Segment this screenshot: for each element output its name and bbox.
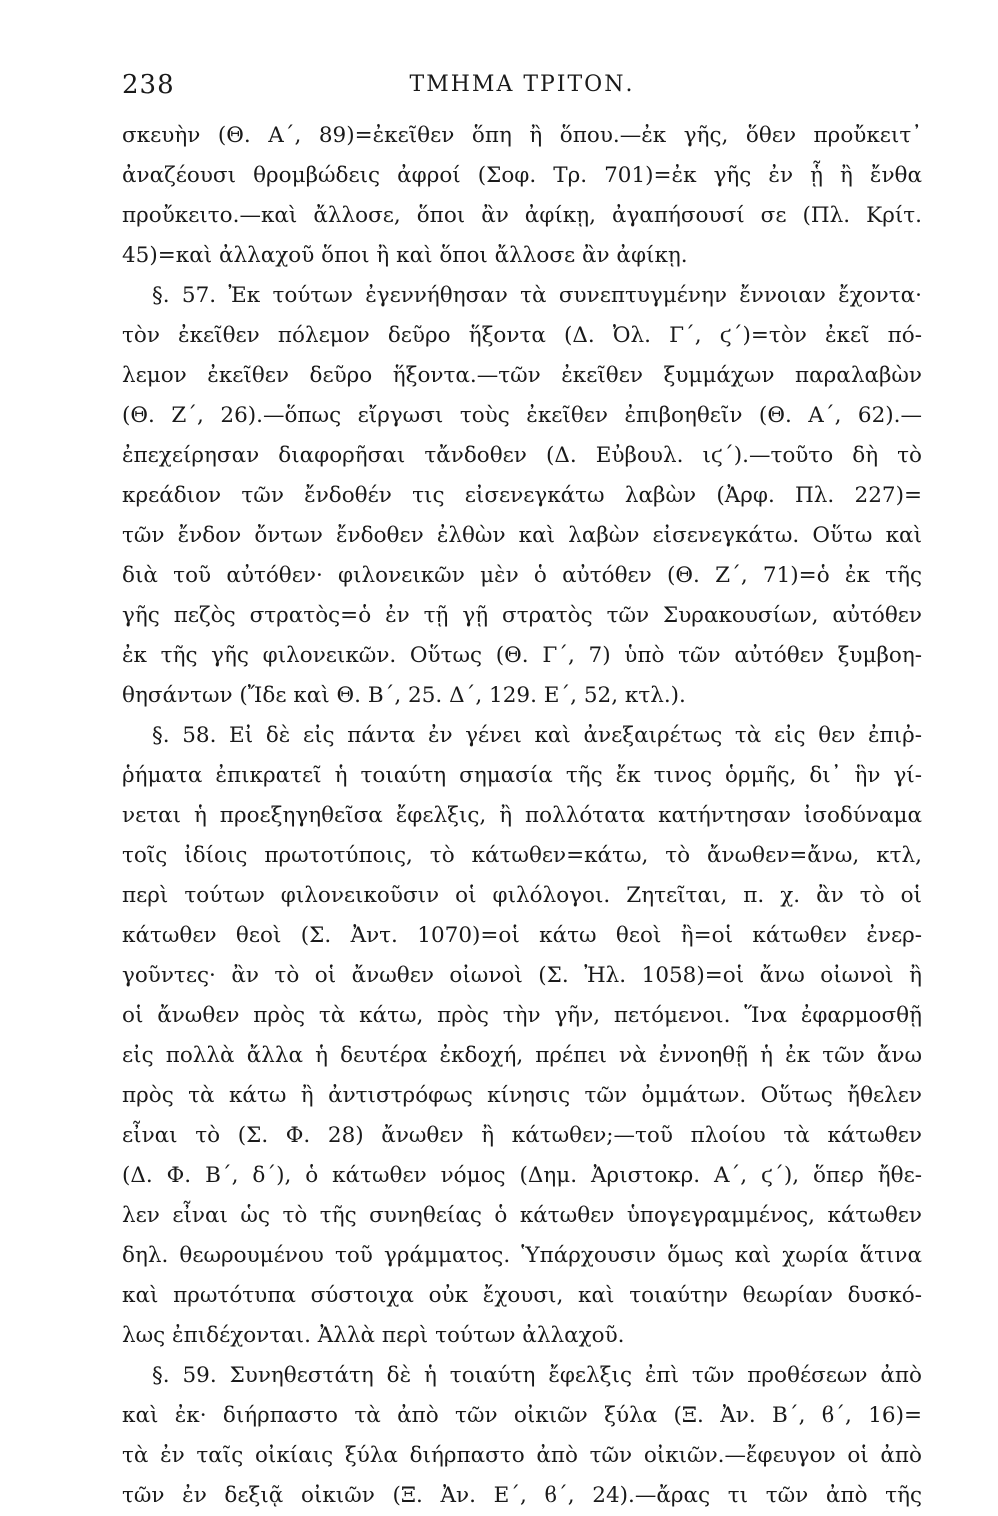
text-line: εἰς πολλὰ ἄλλα ἡ δευτέρα ἐκδοχή, πρέπει νὰ ἐννοηθῇ ἡ ἐκ τῶν ἄνω — [122, 1043, 922, 1068]
text-line: λεμον ἐκεῖθεν δεῦρο ἥξοντα.—τῶν ἐκεῖθεν ξυμμάχων παραλαβὼν — [122, 363, 922, 388]
text-line: κρεάδιον τῶν ἔνδοθέν τις εἰσενεγκάτω λαβὼν (Ἀρφ. Πλ. 227)= — [122, 483, 922, 508]
body-text — [122, 116, 922, 1516]
text-line: §. 58. Εἰ δὲ εἰς πάντα ἐν γένει καὶ ἀνεξαιρέτως τὰ εἰς θεν ἐπιῤ- — [152, 723, 922, 748]
text-line: τὰ ἐν ταῖς οἰκίαις ξύλα διήρπαστο ἀπὸ τῶν οἰκιῶν.—ἔφευγον οἱ ἀπὸ — [122, 1443, 922, 1468]
text-line: τοῖς ἰδίοις πρωτοτύποις, τὸ κάτωθεν=κάτω, τὸ ἄνωθεν=ἄνω, κτλ, — [122, 843, 922, 868]
text-line: 45)=καὶ ἀλλαχοῦ ὅποι ἢ καὶ ὅποι ἄλλοσε ἂν ἀφίκῃ. — [122, 243, 688, 268]
text-line: καὶ πρωτότυπα σύστοιχα οὐκ ἔχουσι, καὶ τοιαύτην θεωρίαν δυσκό- — [122, 1283, 922, 1308]
text-line: καὶ ἐκ· διήρπαστο τὰ ἀπὸ τῶν οἰκιῶν ξύλα (Ξ. Ἀν. Β΄, ϐ΄, 16)= — [122, 1403, 922, 1428]
text-line: νεται ἡ προεξηγηθεῖσα ἔφελξις, ἢ πολλότατα κατήντησαν ἰσοδύναμα — [122, 803, 922, 828]
text-line: γοῦντες· ἂν τὸ οἱ ἄνωθεν οἰωνοὶ (Σ. Ἠλ. 1058)=οἱ ἄνω οἰωνοὶ ἢ — [122, 963, 922, 988]
text-line: εἶναι τὸ (Σ. Φ. 28) ἄνωθεν ἢ κάτωθεν;—τοῦ πλοίου τὰ κάτωθεν — [122, 1123, 922, 1148]
text-line: §. 59. Συνηθεστάτη δὲ ἡ τοιαύτη ἔφελξις ἐπὶ τῶν προθέσεων ἀπὸ — [152, 1363, 922, 1388]
text-line: λεν εἶναι ὡς τὸ τῆς συνηθείας ὁ κάτωθεν ὑπογεγραμμένος, κάτωθεν — [122, 1203, 922, 1228]
page-number: 238 — [122, 70, 175, 100]
page-header — [122, 70, 922, 110]
running-title: ΤΜΗΜΑ ΤΡΙΤΟΝ. — [409, 72, 635, 97]
text-line: ἐπεχείρησαν διαφορῆσαι τἄνδοθεν (Δ. Εὐβουλ. ιϛ΄).—τοῦτο δὴ τὸ — [122, 443, 922, 468]
text-line: γῆς πεζὸς στρατὸς=ὁ ἐν τῇ γῇ στρατὸς τῶν Συρακουσίων, αὐτόθεν — [122, 603, 922, 628]
text-line: ῥήματα ἐπικρατεῖ ἡ τοιαύτη σημασία τῆς ἔκ τινος ὁρμῆς, δι᾽ ἣν γί- — [122, 763, 922, 788]
text-line: ἀναζέουσι θρομβώδεις ἀφροί (Σοφ. Τρ. 701)=ἐκ γῆς ἐν ᾗ ἢ ἔνθα — [122, 163, 922, 188]
text-line: §. 57. Ἐκ τούτων ἐγεννήθησαν τὰ συνεπτυγμένην ἔννοιαν ἔχοντα· — [152, 283, 922, 308]
text-line: (Δ. Φ. Β΄, δ΄), ὁ κάτωθεν νόμος (Δημ. Ἀριστοκρ. Α΄, ϛ΄), ὅπερ ἤθε- — [122, 1163, 922, 1188]
text-line: σκευὴν (Θ. Α΄, 89)=ἐκεῖθεν ὅπη ἢ ὅπου.—ἐκ γῆς, ὅθεν προὔκειτ᾽ — [122, 123, 922, 148]
text-line: λως ἐπιδέχονται. Ἀλλὰ περὶ τούτων ἀλλαχοῦ. — [122, 1323, 625, 1348]
text-line: οἱ ἄνωθεν πρὸς τὰ κάτω, πρὸς τὴν γῆν, πετόμενοι. Ἵνα ἐφαρμοσθῇ — [122, 1003, 922, 1028]
text-line: κάτωθεν θεοὶ (Σ. Ἀντ. 1070)=οἱ κάτω θεοὶ ἢ=οἱ κάτωθεν ἐνερ- — [122, 923, 922, 948]
text-line: τὸν ἐκεῖθεν πόλεμον δεῦρο ἥξοντα (Δ. Ὀλ. Γ΄, ϛ΄)=τὸν ἐκεῖ πό- — [122, 323, 922, 348]
text-line: πρὸς τὰ κάτω ἢ ἀντιστρόφως κίνησις τῶν ὀμμάτων. Οὕτως ἤθελεν — [122, 1083, 922, 1108]
text-line: προὔκειτο.—καὶ ἄλλοσε, ὅποι ἂν ἀφίκῃ, ἀγαπήσουσί σε (Πλ. Κρίτ. — [122, 203, 922, 228]
text-line: περὶ τούτων φιλονεικοῦσιν οἱ φιλόλογοι. Ζητεῖται, π. χ. ἂν τὸ οἱ — [122, 883, 922, 908]
text-line: θησάντων (Ἴδε καὶ Θ. Β΄, 25. Δ΄, 129. Ε΄, 52, κτλ.). — [122, 683, 686, 708]
text-line: δηλ. θεωρουμένου τοῦ γράμματος. Ὑπάρχουσιν ὅμως καὶ χωρία ἅτινα — [122, 1243, 922, 1268]
text-line: ἐκ τῆς γῆς φιλονεικῶν. Οὕτως (Θ. Γ΄, 7) ὑπὸ τῶν αὐτόθεν ξυμβοη- — [122, 643, 922, 668]
text-line: τῶν ἔνδον ὄντων ἔνδοθεν ἐλθὼν καὶ λαβὼν εἰσενεγκάτω. Οὕτω καὶ — [122, 523, 922, 548]
text-line: τῶν ἐν δεξιᾷ οἰκιῶν (Ξ. Ἀν. Ε΄, ϐ΄, 24).—ἄρας τι τῶν ἀπὸ τῆς — [122, 1483, 922, 1508]
text-line: διὰ τοῦ αὐτόθεν· φιλονεικῶν μὲν ὁ αὐτόθεν (Θ. Ζ΄, 71)=ὁ ἐκ τῆς — [122, 563, 922, 588]
text-line: (Θ. Ζ΄, 26).—ὅπως εἴργωσι τοὺς ἐκεῖθεν ἐπιβοηθεῖν (Θ. Α΄, 62).— — [122, 403, 922, 428]
